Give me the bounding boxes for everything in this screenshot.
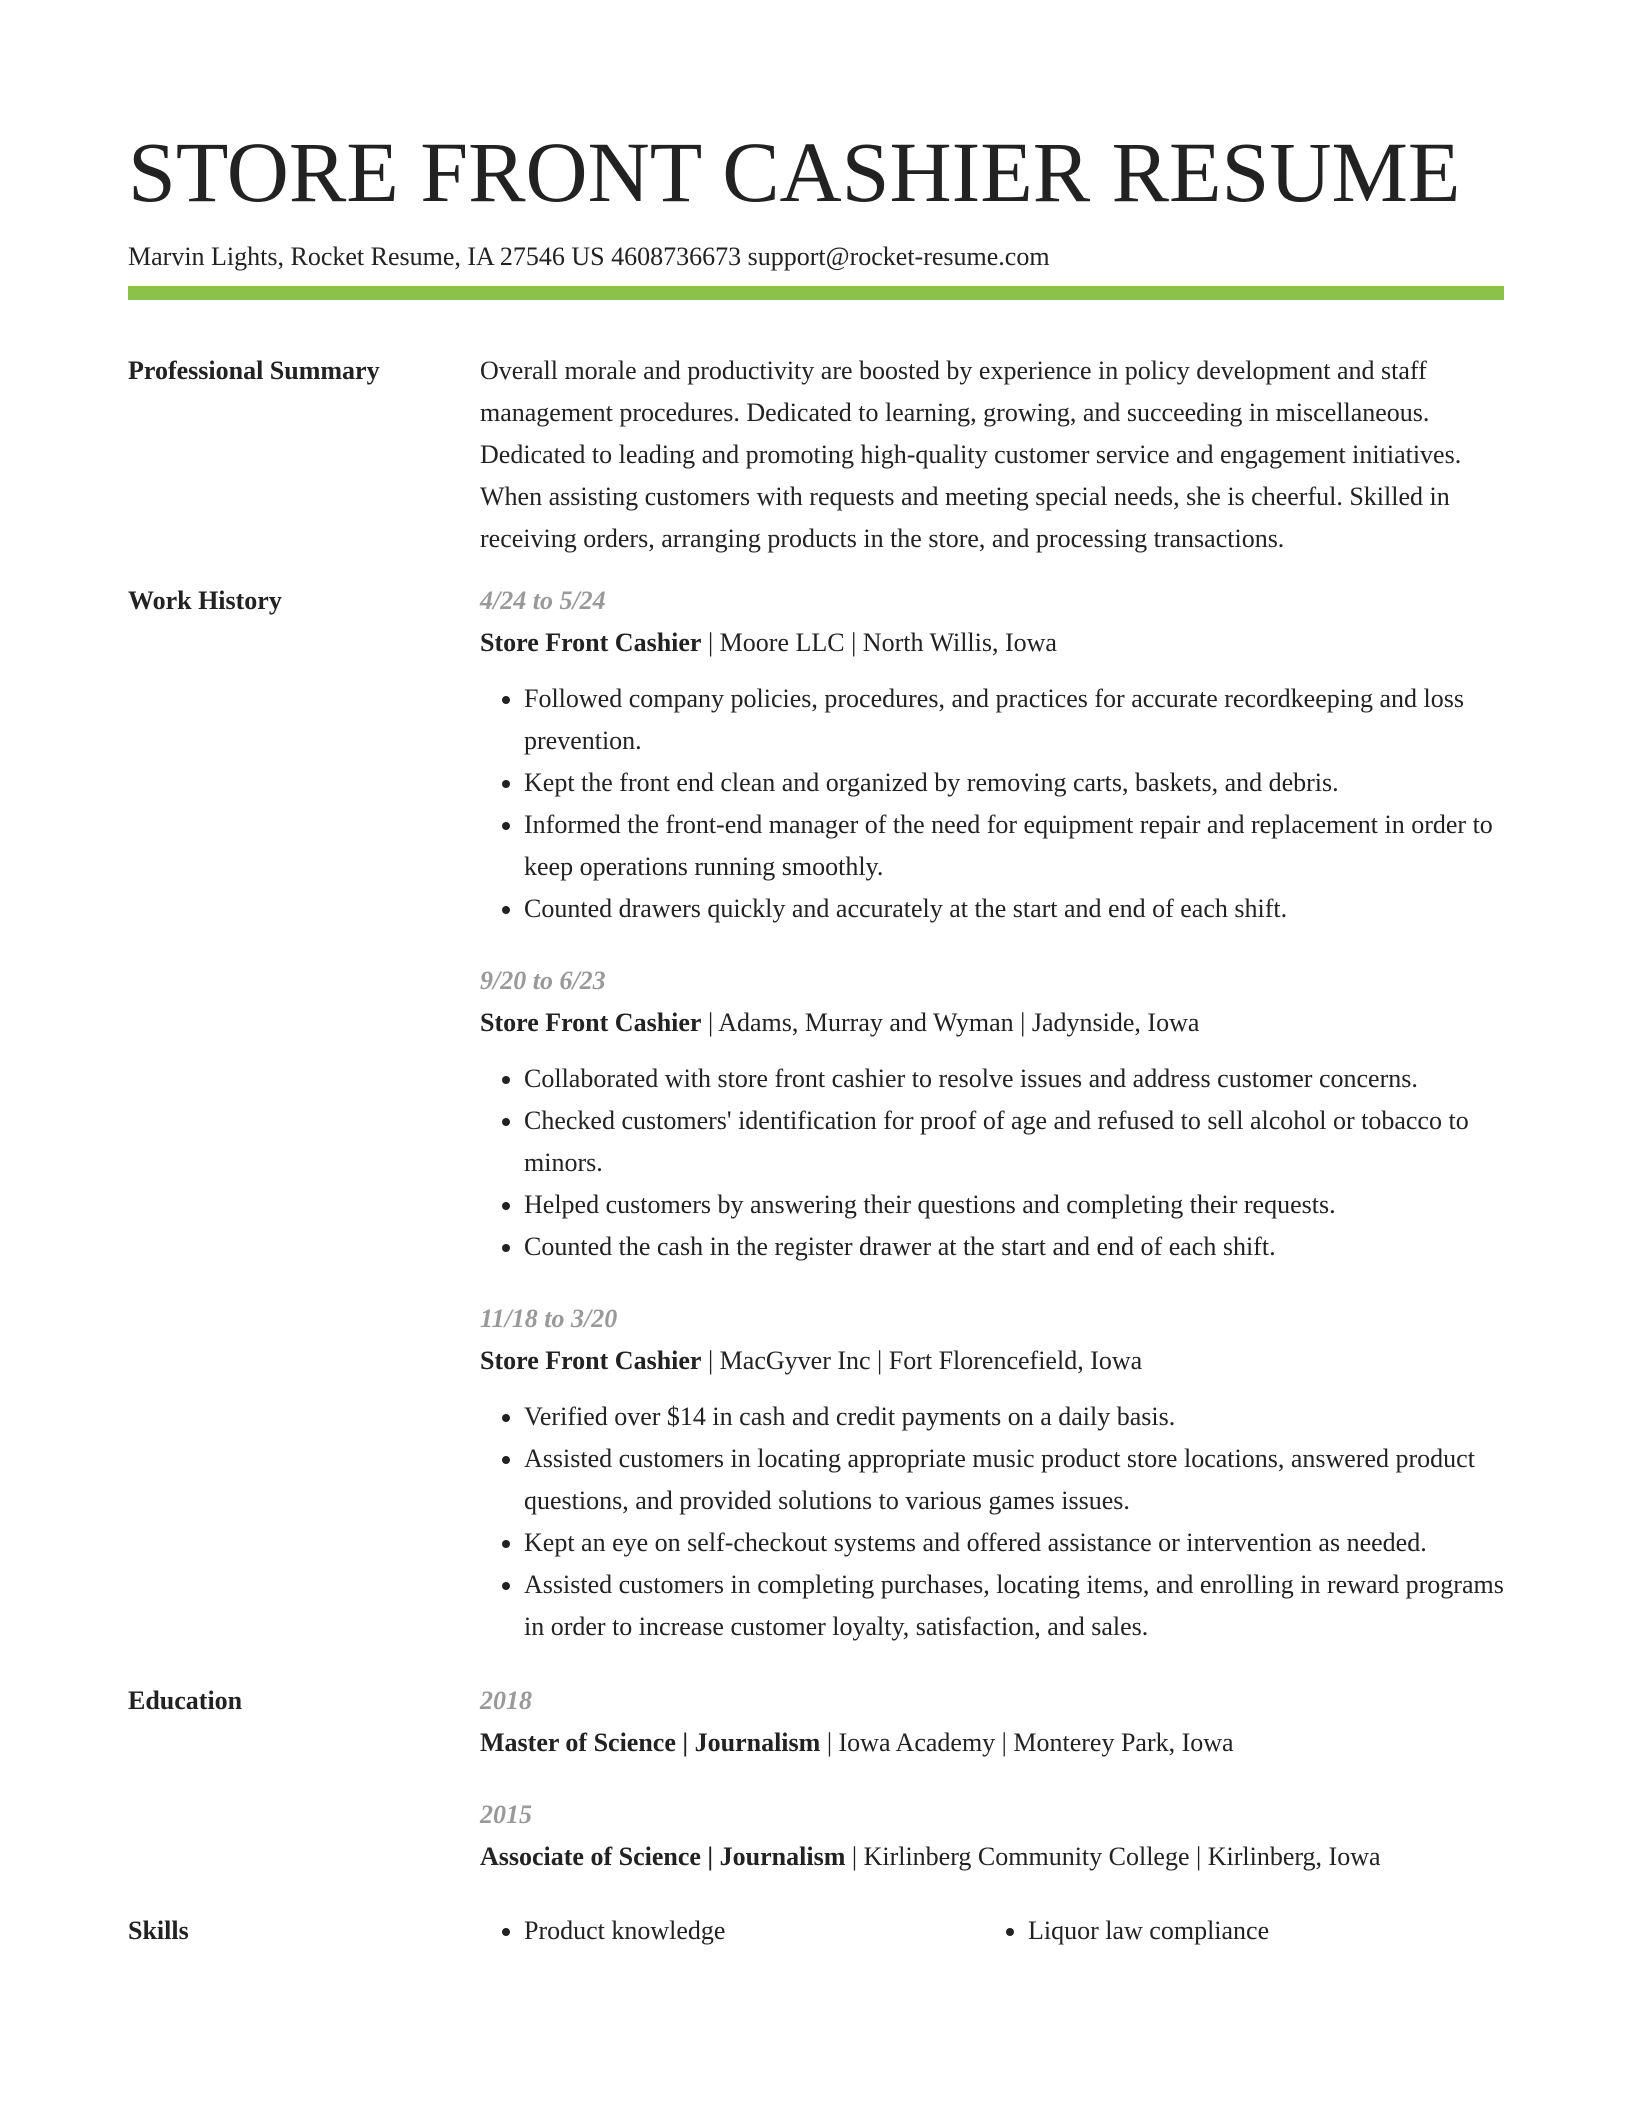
summary-section [128, 350, 1504, 560]
skills-body [480, 1910, 1504, 1952]
job-bullets [480, 1058, 1504, 1268]
degree-name: Associate of Science | Journalism [480, 1842, 846, 1871]
degree-name: Master of Science | Journalism [480, 1728, 821, 1757]
resume-content [128, 350, 1504, 1970]
job-bullet: • Followed company policies, procedures, and practices for accurate recordkeeping and loss prevention. [524, 678, 1504, 762]
job-details: | Moore LLC | North Willis, Iowa [701, 628, 1057, 657]
job-date: 11/18 to 3/20 [480, 1304, 618, 1333]
skill-item: • Product knowledge [524, 1910, 984, 1952]
job-entry [480, 1298, 1504, 1648]
job-bullets [480, 678, 1504, 930]
job-bullet: • Kept the front end clean and organized by removing carts, baskets, and debris. [524, 762, 1504, 804]
job-title: Store Front Cashier [480, 1346, 702, 1375]
job-title: Store Front Cashier [480, 1008, 702, 1037]
job-bullet: • Assisted customers in locating appropriate music product store locations, answered product questions, and provided solutions to various games issues. [524, 1438, 1504, 1522]
skill-item: • Liquor law compliance [1028, 1910, 1488, 1952]
skills-column-left [480, 1910, 984, 1952]
job-role-line [480, 1002, 1504, 1044]
section-label-skills: Skills [128, 1916, 189, 1945]
skills-column-right [984, 1910, 1488, 1952]
job-bullet: • Counted the cash in the register drawer at the start and end of each shift. [524, 1226, 1504, 1268]
education-entry [480, 1794, 1504, 1878]
education-entry [480, 1680, 1504, 1764]
resume-title: STORE FRONT CASHIER RESUME [128, 124, 1461, 220]
school-details: | Iowa Academy | Monterey Park, Iowa [820, 1728, 1234, 1757]
job-details: | MacGyver Inc | Fort Florencefield, Iowa [701, 1346, 1143, 1375]
skills-grid [480, 1910, 1504, 1952]
section-label-work-history: Work History [128, 586, 282, 615]
education-body [480, 1680, 1504, 1892]
job-bullet: • Assisted customers in completing purchases, locating items, and enrolling in reward programs in order to increase customer loyalty, satisfaction, and sales. [524, 1564, 1504, 1648]
contact-line: Marvin Lights, Rocket Resume, IA 27546 US 4608736673 support@rocket-resume.com [128, 242, 1050, 271]
job-role-line [480, 1340, 1504, 1382]
work-history-body [480, 580, 1504, 1662]
education-section [128, 1680, 1504, 1892]
school-details: | Kirlinberg Community College | Kirlinberg, Iowa [845, 1842, 1381, 1871]
header-divider [128, 286, 1504, 300]
job-details: | Adams, Murray and Wyman | Jadynside, Iowa [701, 1008, 1200, 1037]
job-title: Store Front Cashier [480, 628, 702, 657]
job-bullet: • Collaborated with store front cashier to resolve issues and address customer concerns. [524, 1058, 1504, 1100]
job-bullet: • Verified over $14 in cash and credit payments on a daily basis. [524, 1396, 1504, 1438]
work-history-section [128, 580, 1504, 1662]
job-bullet: • Informed the front-end manager of the need for equipment repair and replacement in order to keep operations running smoothly. [524, 804, 1504, 888]
resume-header [128, 118, 1504, 274]
job-bullet: • Helped customers by answering their questions and completing their requests. [524, 1184, 1504, 1226]
summary-text: Overall morale and productivity are boosted by experience in policy development and staff management procedures. Dedicated to learning, growing, and succeeding in miscellaneous. Dedicated to leading and promoting high-quality customer service and engagement initiatives. When assisting customers with requests and meeting special needs, she is cheerful. Skilled in receiving orders, arranging products in the store, and processing transactions. [480, 356, 1462, 553]
summary-body [480, 350, 1504, 560]
education-date: 2015 [480, 1800, 532, 1829]
skills-section [128, 1910, 1504, 1952]
education-line [480, 1722, 1504, 1764]
job-bullet: • Counted drawers quickly and accurately at the start and end of each shift. [524, 888, 1504, 930]
job-entry [480, 960, 1504, 1268]
section-label-summary: Professional Summary [128, 356, 380, 385]
job-bullet: • Kept an eye on self-checkout systems and offered assistance or intervention as needed. [524, 1522, 1504, 1564]
job-bullet: • Checked customers' identification for proof of age and refused to sell alcohol or tobacco to minors. [524, 1100, 1504, 1184]
section-label-education: Education [128, 1686, 243, 1715]
education-date: 2018 [480, 1686, 532, 1715]
education-line [480, 1836, 1504, 1878]
job-bullets [480, 1396, 1504, 1648]
job-date: 4/24 to 5/24 [480, 586, 606, 615]
job-role-line [480, 622, 1504, 664]
job-date: 9/20 to 6/23 [480, 966, 606, 995]
job-entry [480, 580, 1504, 930]
